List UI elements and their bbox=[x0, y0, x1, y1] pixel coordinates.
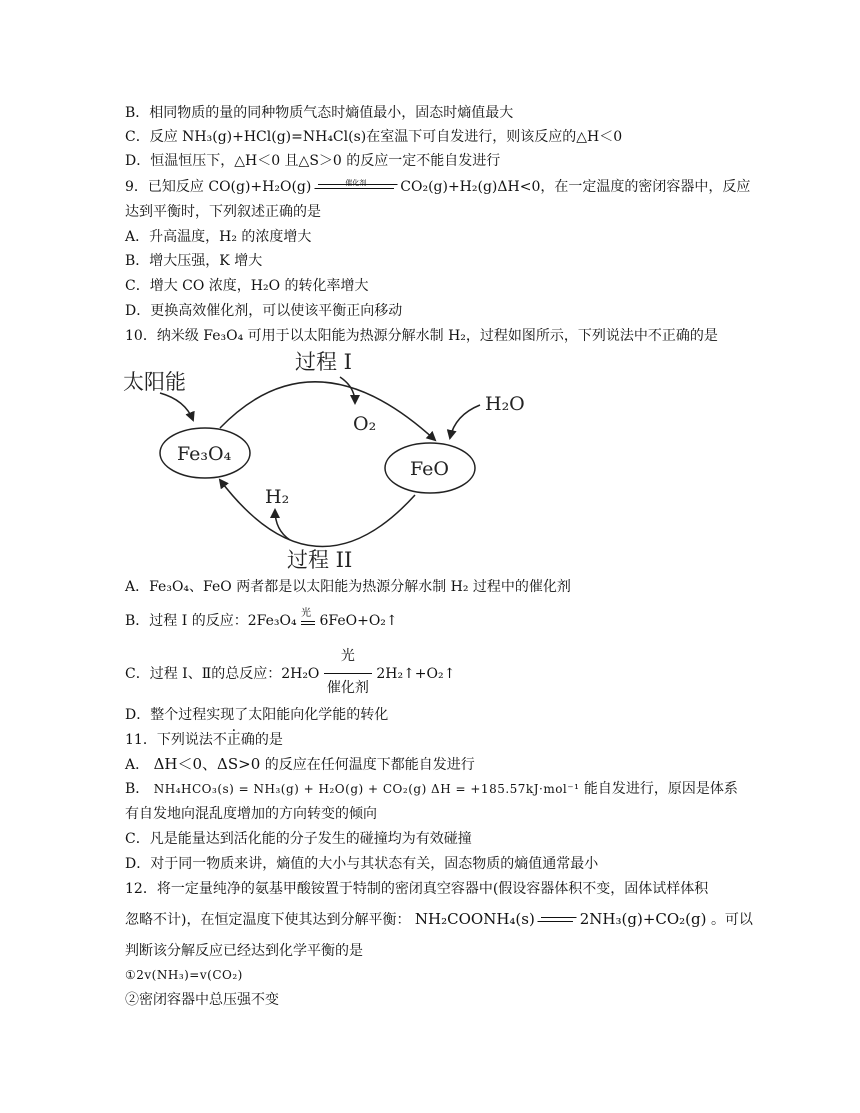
q10-option-b bbox=[125, 608, 398, 630]
q11-option-a-math: ΔH＜0、ΔS>0 bbox=[153, 755, 261, 773]
reversible-arrow-icon bbox=[539, 913, 575, 927]
condition-stack bbox=[324, 648, 372, 696]
light-label: 光 bbox=[301, 608, 312, 619]
q8-option-c: C．反应 NH₃(g)+HCl(g)=NH₄Cl(s)在室温下可自发进行，则该反应的△H＜0 bbox=[125, 129, 623, 145]
q8-option-d: D．恒温恒压下，△H＜0 且△S＞0 的反应一定不能自发进行 bbox=[125, 153, 501, 169]
q11-option-b-label: B． bbox=[125, 781, 150, 797]
q12-eq-left: NH₂COONH₄(s) bbox=[414, 910, 535, 928]
q12-stem-2 bbox=[125, 910, 753, 929]
q11-stem bbox=[125, 731, 283, 749]
fe3o4-label: Fe₃O₄ bbox=[177, 443, 232, 465]
q12-stem-3: 判断该分解反应已经达到化学平衡的是 bbox=[125, 943, 363, 959]
q9-option-a: A．升高温度，H₂ 的浓度增大 bbox=[125, 229, 312, 245]
q11-emphasis: 不正确 bbox=[212, 732, 255, 748]
q12-item-1: ①2v(NH₃)=v(CO₂) bbox=[125, 968, 243, 982]
process-1-label: 过程 I bbox=[295, 350, 352, 374]
q10-option-c-left: C．过程 I、Ⅱ的总反应：2H₂O bbox=[125, 666, 320, 682]
h2o-label: H₂O bbox=[485, 393, 525, 415]
process-2-label: 过程 II bbox=[287, 548, 353, 572]
process-1-arrow-icon bbox=[220, 382, 435, 440]
q11-option-a-text: 的反应在任何温度下都能自发进行 bbox=[264, 757, 475, 773]
feo-label: FeO bbox=[410, 458, 449, 480]
q11-option-c: C．凡是能量达到活化能的分子发生的碰撞均为有效碰撞 bbox=[125, 831, 472, 847]
q12-item-2: ②密闭容器中总压强不变 bbox=[125, 992, 279, 1008]
q12-stem-2-b: 。可以 bbox=[710, 912, 753, 928]
q11-stem-a: 11．下列说法 bbox=[125, 732, 213, 748]
q9-stem bbox=[125, 178, 750, 196]
q12-stem-2-a: 忽略不计)，在恒定温度下使其达到分解平衡： bbox=[125, 912, 411, 928]
q9-option-c: C．增大 CO 浓度，H₂O 的转化率增大 bbox=[125, 278, 369, 294]
q11-option-b-math: NH₄HCO₃(s) = NH₃(g) + H₂O(g) + CO₂(g) ΔH = +185.57kJ·mol⁻¹ bbox=[153, 782, 580, 796]
q11-option-d: D．对于同一物质来讲，熵值的大小与其状态有关，固态物质的熵值通常最小 bbox=[125, 856, 599, 872]
solar-arrow-icon bbox=[160, 393, 193, 420]
h2-label: H₂ bbox=[265, 486, 290, 508]
q10-option-c bbox=[125, 648, 456, 696]
q9-stem-2: 达到平衡时，下列叙述正确的是 bbox=[125, 204, 321, 220]
q11-option-a bbox=[125, 755, 475, 774]
q11-stem-b: 的是 bbox=[254, 732, 283, 748]
q11-option-b-2: 有自发地向混乱度增加的方向转变的倾向 bbox=[125, 806, 377, 822]
catalyst-label: 催化剂 bbox=[345, 179, 367, 187]
q8-option-b: B．相同物质的量的同种物质气态时熵值最小，固态时熵值最大 bbox=[125, 105, 514, 121]
equilibrium-arrow-icon bbox=[316, 180, 396, 194]
q10-option-b-left: B．过程 I 的反应：2Fe₃O₄ bbox=[125, 613, 297, 629]
q10-stem: 10．纳米级 Fe₃O₄ 可用于以太阳能为热源分解水制 H₂，过程如图所示，下列说法中不正确的是 bbox=[125, 328, 718, 344]
q11-option-b-text: 能自发进行，原因是体系 bbox=[583, 781, 738, 797]
process-2-arrow-icon bbox=[220, 480, 415, 546]
q9-option-d: D．更换高效催化剂，可以使该平衡正向移动 bbox=[125, 303, 403, 319]
q10-option-d: D．整个过程实现了太阳能向化学能的转化 bbox=[125, 707, 389, 723]
solar-energy-label: 太阳能 bbox=[123, 370, 186, 394]
h2-arrow-icon bbox=[275, 510, 290, 540]
q9-stem-left: 9．已知反应 CO(g)+H₂O(g) bbox=[125, 179, 312, 195]
fe3o4-cycle-diagram bbox=[115, 345, 545, 575]
q11-option-b bbox=[125, 780, 738, 798]
q9-stem-right: CO₂(g)+H₂(g)ΔH<0，在一定温度的密闭容器中，反应 bbox=[400, 179, 751, 195]
o2-label: O₂ bbox=[353, 413, 377, 435]
q12-eq-right: 2NH₃(g)+CO₂(g) bbox=[579, 910, 707, 928]
q11-option-a-label: A． bbox=[125, 757, 150, 773]
q10-option-a: A．Fe₃O₄、FeO 两者都是以太阳能为热源分解水制 H₂ 过程中的催化剂 bbox=[125, 579, 571, 595]
q12-stem-1: 12．将一定量纯净的氨基甲酸铵置于特制的密闭真空容器中(假设容器体积不变，固体试样体积 bbox=[125, 881, 709, 897]
q10-option-c-right: 2H₂↑+O₂↑ bbox=[376, 666, 456, 682]
light-label-top: 光 bbox=[340, 648, 355, 664]
q9-option-b: B．增大压强，K 增大 bbox=[125, 253, 263, 269]
q10-option-b-right: 6FeO+O₂↑ bbox=[319, 613, 398, 629]
catalyst-label-bottom: 催化剂 bbox=[326, 680, 369, 696]
h2o-arrow-icon bbox=[450, 405, 480, 438]
o2-arrow-icon bbox=[340, 377, 355, 403]
